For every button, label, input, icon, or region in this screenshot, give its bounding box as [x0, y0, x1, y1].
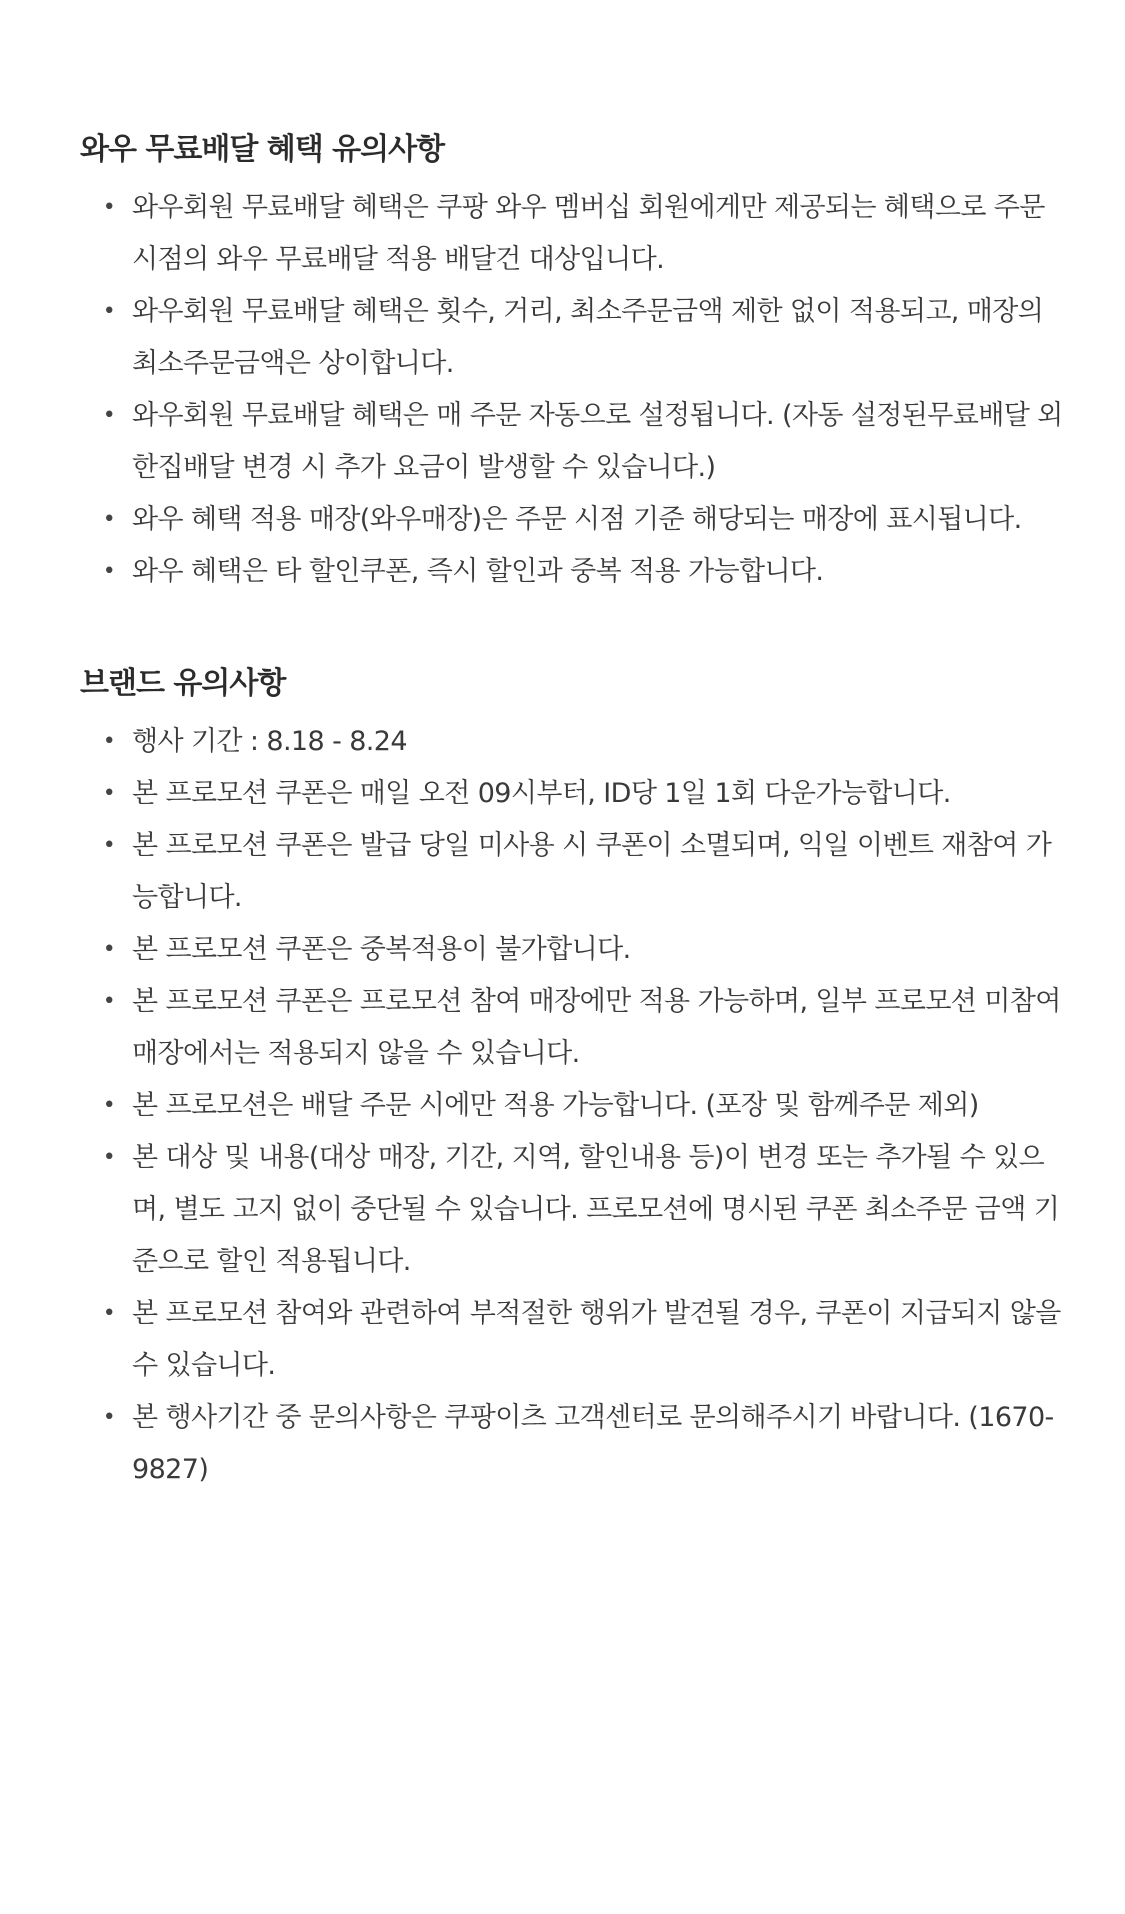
bullet-dot-icon: •: [102, 781, 116, 806]
bullet-dot-icon: •: [102, 507, 116, 532]
bullet-dot-icon: •: [102, 1405, 116, 1430]
bullet-dot-icon: •: [102, 1301, 116, 1326]
section-title: 와우 무료배달 혜택 유의사항: [80, 132, 445, 167]
list-item: [80, 924, 1073, 976]
notice-list: [80, 716, 1073, 1496]
list-item: [80, 390, 1073, 494]
bullet-dot-icon: •: [102, 833, 116, 858]
section-title: 브랜드 유의사항: [80, 666, 286, 701]
list-item-text: 와우 혜택은 타 할인쿠폰, 즉시 할인과 중복 적용 가능합니다.: [132, 556, 824, 587]
bullet-dot-icon: •: [102, 299, 116, 324]
list-item-text: 와우회원 무료배달 혜택은 쿠팡 와우 멤버십 회원에게만 제공되는 혜택으로 주문 시점의 와우 무료배달 적용 배달건 대상입니다.: [132, 192, 1045, 275]
list-item-text: 본 프로모션 쿠폰은 프로모션 참여 매장에만 적용 가능하며, 일부 프로모션 미참여 매장에서는 적용되지 않을 수 있습니다.: [132, 986, 1061, 1069]
bullet-dot-icon: •: [102, 1093, 116, 1118]
list-item-text: 본 프로모션 참여와 관련하여 부적절한 행위가 발견될 경우, 쿠폰이 지급되지 않을 수 있습니다.: [132, 1298, 1061, 1381]
list-item: [80, 820, 1073, 924]
list-item-text: 본 프로모션 쿠폰은 발급 당일 미사용 시 쿠폰이 소멸되며, 익일 이벤트 재참여 가능합니다.: [132, 830, 1052, 913]
bullet-dot-icon: •: [102, 1145, 116, 1170]
list-item-text: 본 행사기간 중 문의사항은 쿠팡이츠 고객센터로 문의해주시기 바랍니다. (1670-9827): [132, 1402, 1054, 1485]
list-item: [80, 182, 1073, 286]
list-item: [80, 768, 1073, 820]
list-item: [80, 494, 1073, 546]
list-item: [80, 286, 1073, 390]
list-item-text: 본 프로모션 쿠폰은 중복적용이 불가합니다.: [132, 934, 631, 965]
list-item: [80, 976, 1073, 1080]
list-item: [80, 1392, 1073, 1496]
bullet-dot-icon: •: [102, 403, 116, 428]
list-item-text: 행사 기간 : 8.18 - 8.24: [132, 726, 407, 757]
bullet-dot-icon: •: [102, 937, 116, 962]
list-item-text: 본 프로모션 쿠폰은 매일 오전 09시부터, ID당 1일 1회 다운가능합니다.: [132, 778, 951, 809]
list-item-text: 와우회원 무료배달 혜택은 매 주문 자동으로 설정됩니다. (자동 설정된무료배달 외 한집배달 변경 시 추가 요금이 발생할 수 있습니다.): [132, 400, 1063, 483]
list-item-text: 본 프로모션은 배달 주문 시에만 적용 가능합니다. (포장 및 함께주문 제외): [132, 1090, 979, 1121]
bullet-dot-icon: •: [102, 559, 116, 584]
notice-list: [80, 182, 1073, 598]
brand-notice-section: [80, 664, 1073, 1496]
wow-free-delivery-notice-section: [80, 130, 1073, 598]
bullet-dot-icon: •: [102, 195, 116, 220]
bullet-dot-icon: •: [102, 989, 116, 1014]
list-item-text: 와우 혜택 적용 매장(와우매장)은 주문 시점 기준 해당되는 매장에 표시됩니다.: [132, 504, 1022, 535]
list-item-text: 본 대상 및 내용(대상 매장, 기간, 지역, 할인내용 등)이 변경 또는 추가될 수 있으며, 별도 고지 없이 중단될 수 있습니다. 프로모션에 명시된 쿠폰 최소주문 금액 기준으로 할인 적용됩니다.: [132, 1142, 1060, 1277]
bullet-dot-icon: •: [102, 729, 116, 754]
list-item: [80, 1288, 1073, 1392]
list-item: [80, 1132, 1073, 1288]
list-item-text: 와우회원 무료배달 혜택은 횟수, 거리, 최소주문금액 제한 없이 적용되고, 매장의 최소주문금액은 상이합니다.: [132, 296, 1044, 379]
list-item: [80, 546, 1073, 598]
list-item: [80, 1080, 1073, 1132]
list-item: [80, 716, 1073, 768]
